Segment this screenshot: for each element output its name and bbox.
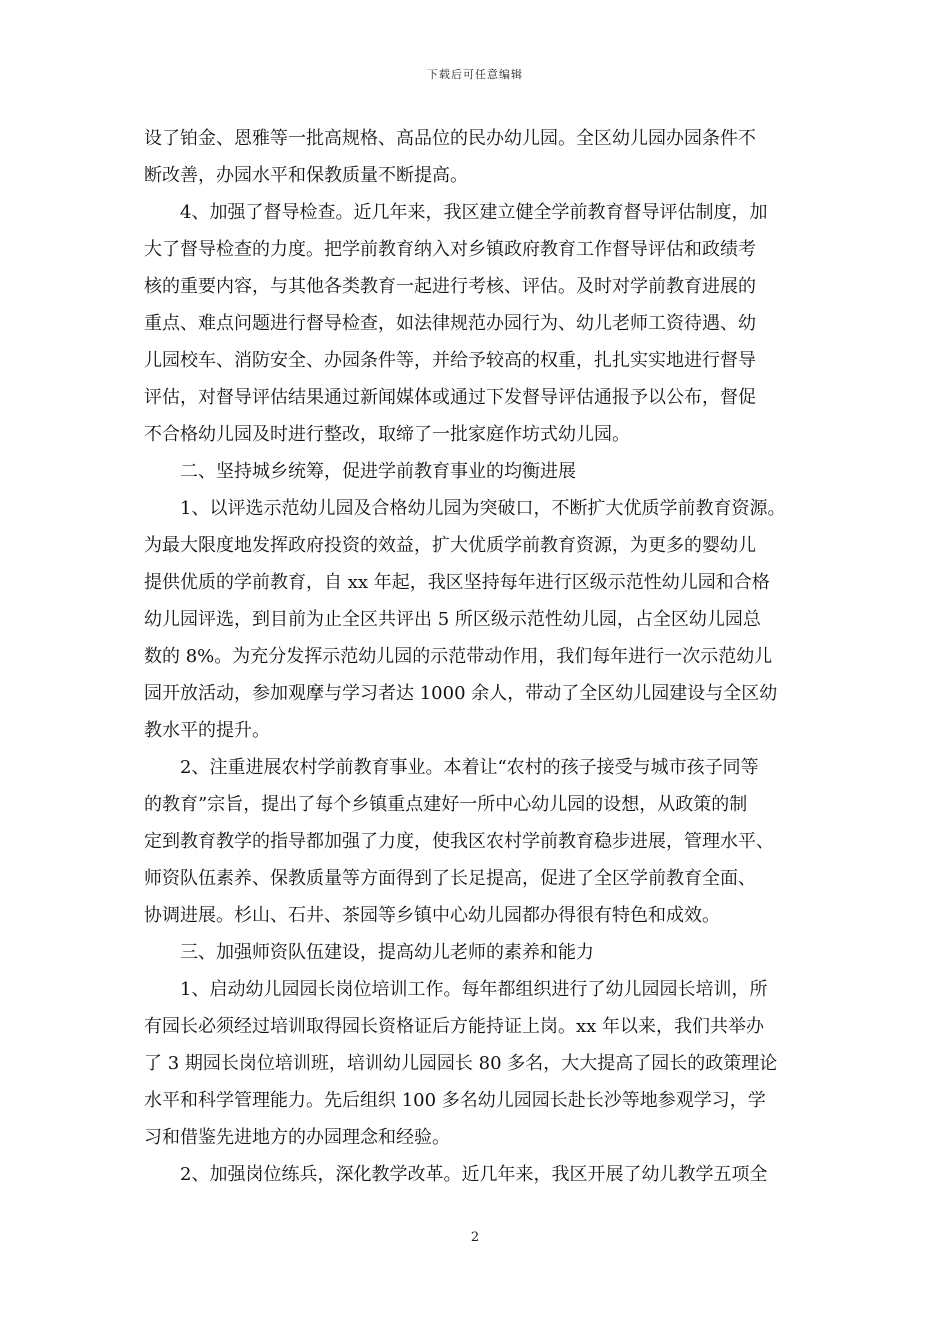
text-line: 核的重要内容，与其他各类教育一起进行考核、评估。及时对学前教育进展的 (144, 276, 756, 297)
text-line: 定到教育教学的指导都加强了力度，使我区农村学前教育稳步进展，管理水平、 (144, 831, 774, 852)
text-line: 重点、难点问题进行督导检查，如法律规范办园行为、幼儿老师工资待遇、幼 (144, 313, 756, 334)
text-line: 2、加强岗位练兵，深化教学改革。近几年来，我区开展了幼儿教学五项全 (144, 1164, 768, 1185)
text-line: 提供优质的学前教育，自 xx 年起，我区坚持每年进行区级示范性幼儿园和合格 (144, 572, 770, 593)
text-line: 评估，对督导评估结果通过新闻媒体或通过下发督导评估通报予以公布，督促 (144, 387, 756, 408)
document-body (144, 120, 809, 1193)
text-line: 数的 8%。为充分发挥示范幼儿园的示范带动作用，我们每年进行一次示范幼儿 (144, 646, 773, 667)
text-line: 了 3 期园长岗位培训班，培训幼儿园园长 80 多名，大大提高了园长的政策理论 (144, 1053, 778, 1074)
text-line: 有园长必须经过培训取得园长资格证后方能持证上岗。xx 年以来，我们共举办 (144, 1016, 765, 1037)
text-line: 协调进展。杉山、石井、茶园等乡镇中心幼儿园都办得很有特色和成效。 (144, 905, 720, 926)
section-heading: 二、坚持城乡统筹，促进学前教育事业的均衡进展 (144, 461, 576, 482)
text-line: 2、注重进展农村学前教育事业。本着让“农村的孩子接受与城市孩子同等 (144, 757, 759, 778)
text-line: 的教育”宗旨，提出了每个乡镇重点建好一所中心幼儿园的设想，从政策的制 (144, 794, 748, 815)
text-line: 教水平的提升。 (144, 720, 270, 741)
text-line: 不合格幼儿园及时进行整改，取缔了一批家庭作坊式幼儿园。 (144, 424, 630, 445)
page-number: 2 (470, 1230, 480, 1245)
text-line: 水平和科学管理能力。先后组织 100 多名幼儿园园长赴长沙等地参观学习，学 (144, 1090, 766, 1111)
text-line: 1、启动幼儿园园长岗位培训工作。每年都组织进行了幼儿园园长培训，所 (144, 979, 768, 1000)
text-line: 断改善，办园水平和保教质量不断提高。 (144, 165, 468, 186)
section-heading: 三、加强师资队伍建设，提高幼儿老师的素养和能力 (144, 942, 594, 963)
text-line: 儿园校车、消防安全、办园条件等，并给予较高的权重，扎扎实实地进行督导 (144, 350, 756, 371)
page-header: 下载后可任意编辑 (427, 68, 523, 81)
text-line: 大了督导检查的力度。把学前教育纳入对乡镇政府教育工作督导评估和政绩考 (144, 239, 756, 260)
text-line: 4、加强了督导检查。近几年来，我区建立健全学前教育督导评估制度，加 (144, 202, 768, 223)
text-line: 师资队伍素养、保教质量等方面得到了长足提高，促进了全区学前教育全面、 (144, 868, 756, 889)
text-line: 为最大限度地发挥政府投资的效益，扩大优质学前教育资源，为更多的婴幼儿 (144, 535, 756, 556)
text-line: 1、以评选示范幼儿园及合格幼儿园为突破口，不断扩大优质学前教育资源。 (144, 498, 786, 519)
text-line: 幼儿园评选，到目前为止全区共评出 5 所区级示范性幼儿园，占全区幼儿园总 (144, 609, 761, 630)
text-line: 习和借鉴先进地方的办园理念和经验。 (144, 1127, 450, 1148)
text-line: 园开放活动，参加观摩与学习者达 1000 余人，带动了全区幼儿园建设与全区幼 (144, 683, 778, 704)
text-line: 设了铂金、恩雅等一批高规格、高品位的民办幼儿园。全区幼儿园办园条件不 (144, 128, 756, 149)
